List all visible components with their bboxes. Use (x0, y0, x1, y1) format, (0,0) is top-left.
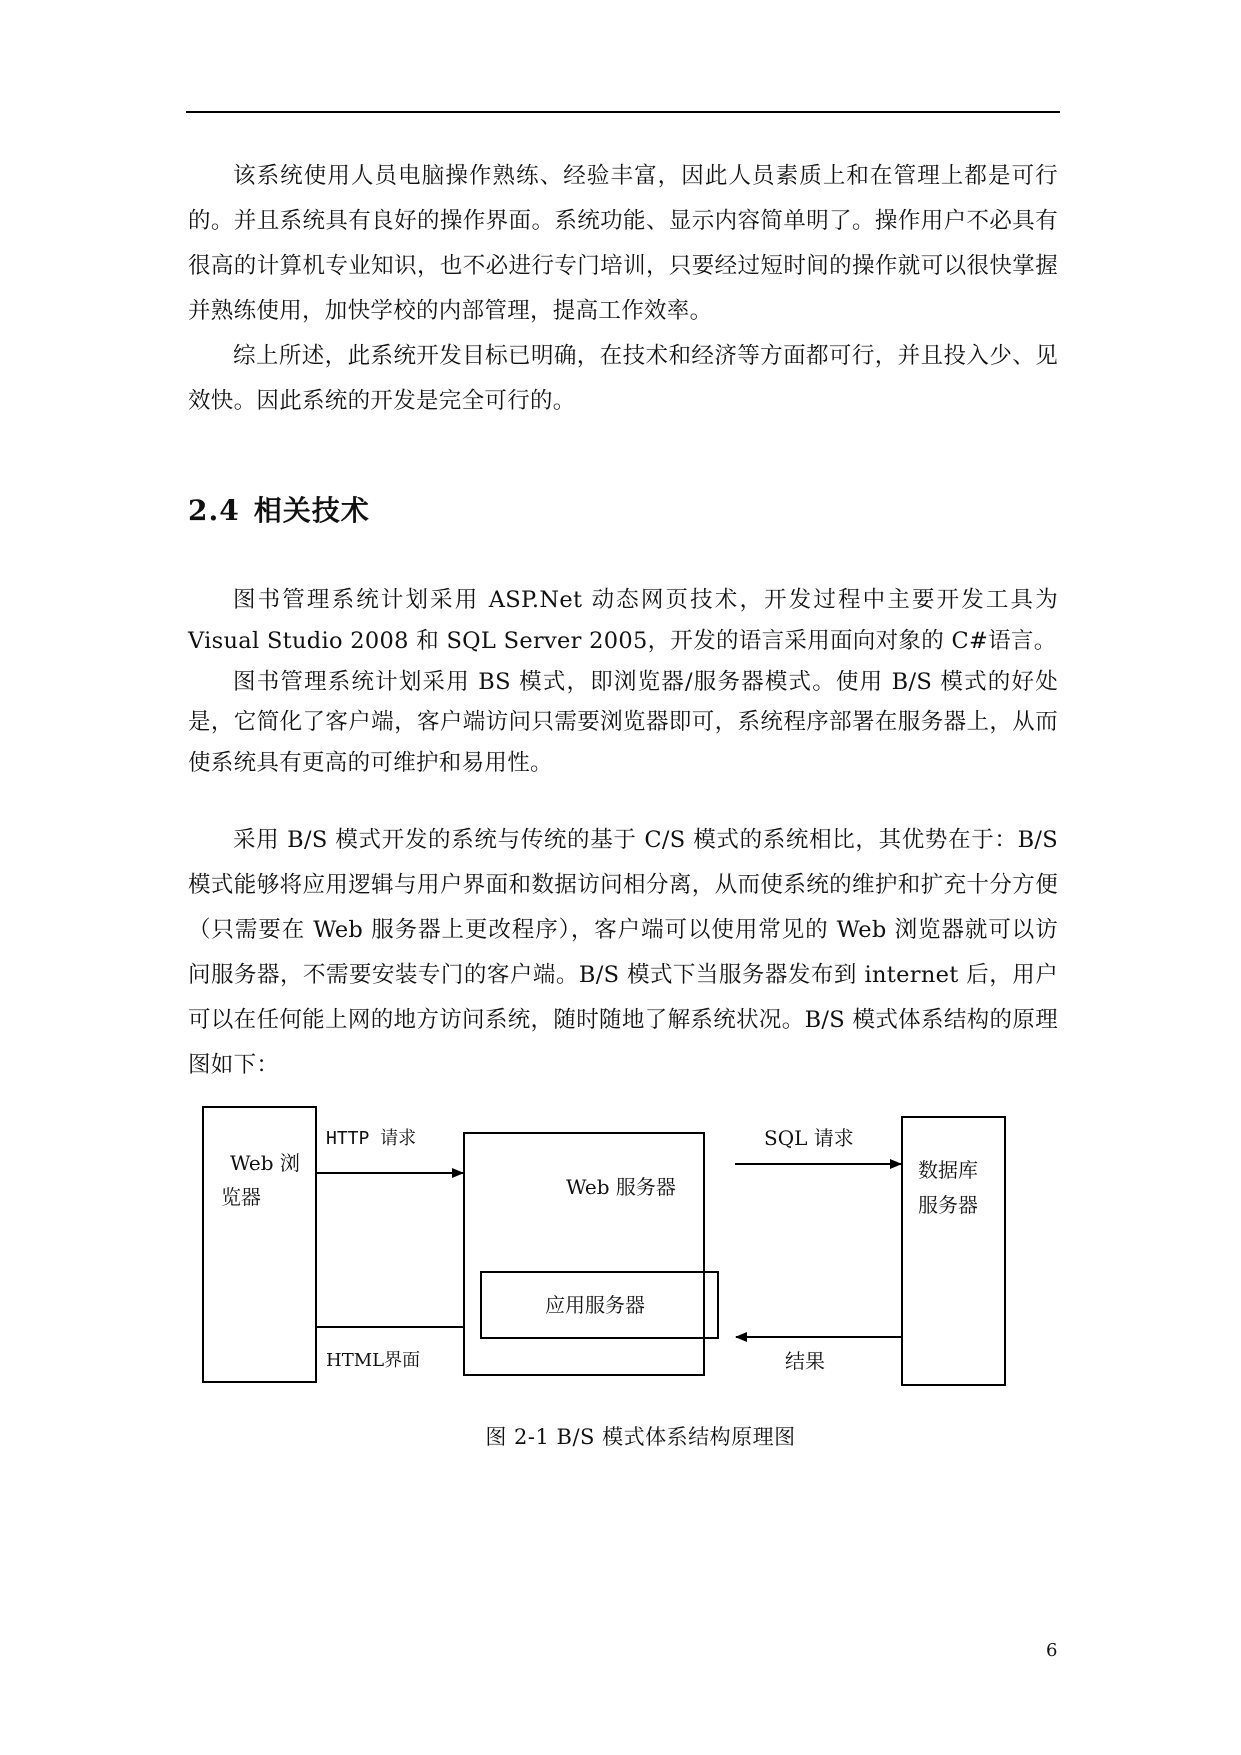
paragraph: 图书管理系统计划采用 ASP.Net 动态网页技术，开发过程中主要开发工具为 Visual Studio 2008 和 SQL Server 2005，开发的语言采用面向对象的 C#语言。 (188, 587, 1058, 654)
db-server-label-line2: 服务器 (918, 1193, 978, 1217)
paragraph: 图书管理系统计划采用 BS 模式，即浏览器/服务器模式。使用 B/S 模式的好处是，它简化了客户端，客户端访问只需要浏览器即可，系统程序部署在服务器上，从而使系统具有更高的可维护和易用性。 (188, 668, 1058, 777)
section-title: 相关技术 (253, 494, 370, 527)
web-server-label: Web 服务器 (566, 1175, 676, 1199)
app-server-label: 应用服务器 (545, 1293, 645, 1317)
sql-request-label: SQL 请求 (764, 1126, 854, 1150)
html-page-label: HTML界面 (326, 1350, 421, 1371)
db-server-label-line1: 数据库 (918, 1158, 978, 1182)
figure-caption: 图 2-1 B/S 模式体系结构原理图 (485, 1425, 796, 1449)
section-number: 2.4 (188, 494, 240, 527)
paragraph: 该系统使用人员电脑操作熟练、经验丰富，因此人员素质上和在管理上都是可行的。并且系统具有良好的操作界面。系统功能、显示内容简单明了。操作用户不必具有很高的计算机专业知识，也不必进行专门培训，只要经过短时间的操作就可以很快掌握并熟练使用，加快学校的内部管理，提高工作效率。 (188, 163, 1058, 324)
paragraph: 综上所述，此系统开发目标已明确，在技术和经济等方面都可行，并且投入少、见效快。因此系统的开发是完全可行的。 (188, 343, 1058, 414)
page-number: 6 (1046, 1640, 1058, 1661)
http-request-label: HTTP 请求 (326, 1128, 417, 1149)
browser-label-line2: 览器 (221, 1185, 261, 1209)
paragraph: 采用 B/S 模式开发的系统与传统的基于 C/S 模式的系统相比，其优势在于：B/S 模式能够将应用逻辑与用户界面和数据访问相分离，从而使系统的维护和扩充十分方便（只需要在 Web 服务器上更改程序），客户端可以使用常见的 Web 浏览器就可以访问服务器，不需要安装专门的客户端。B/S 模式下当服务器发布到 internet 后，用户可以在任何能上网的地方访问系统，随时随地了解系统状况。B/S 模式体系结构的原理图如下： (188, 827, 1058, 1078)
result-label: 结果 (785, 1349, 825, 1373)
browser-label-line1: Web 浏 (230, 1151, 300, 1175)
